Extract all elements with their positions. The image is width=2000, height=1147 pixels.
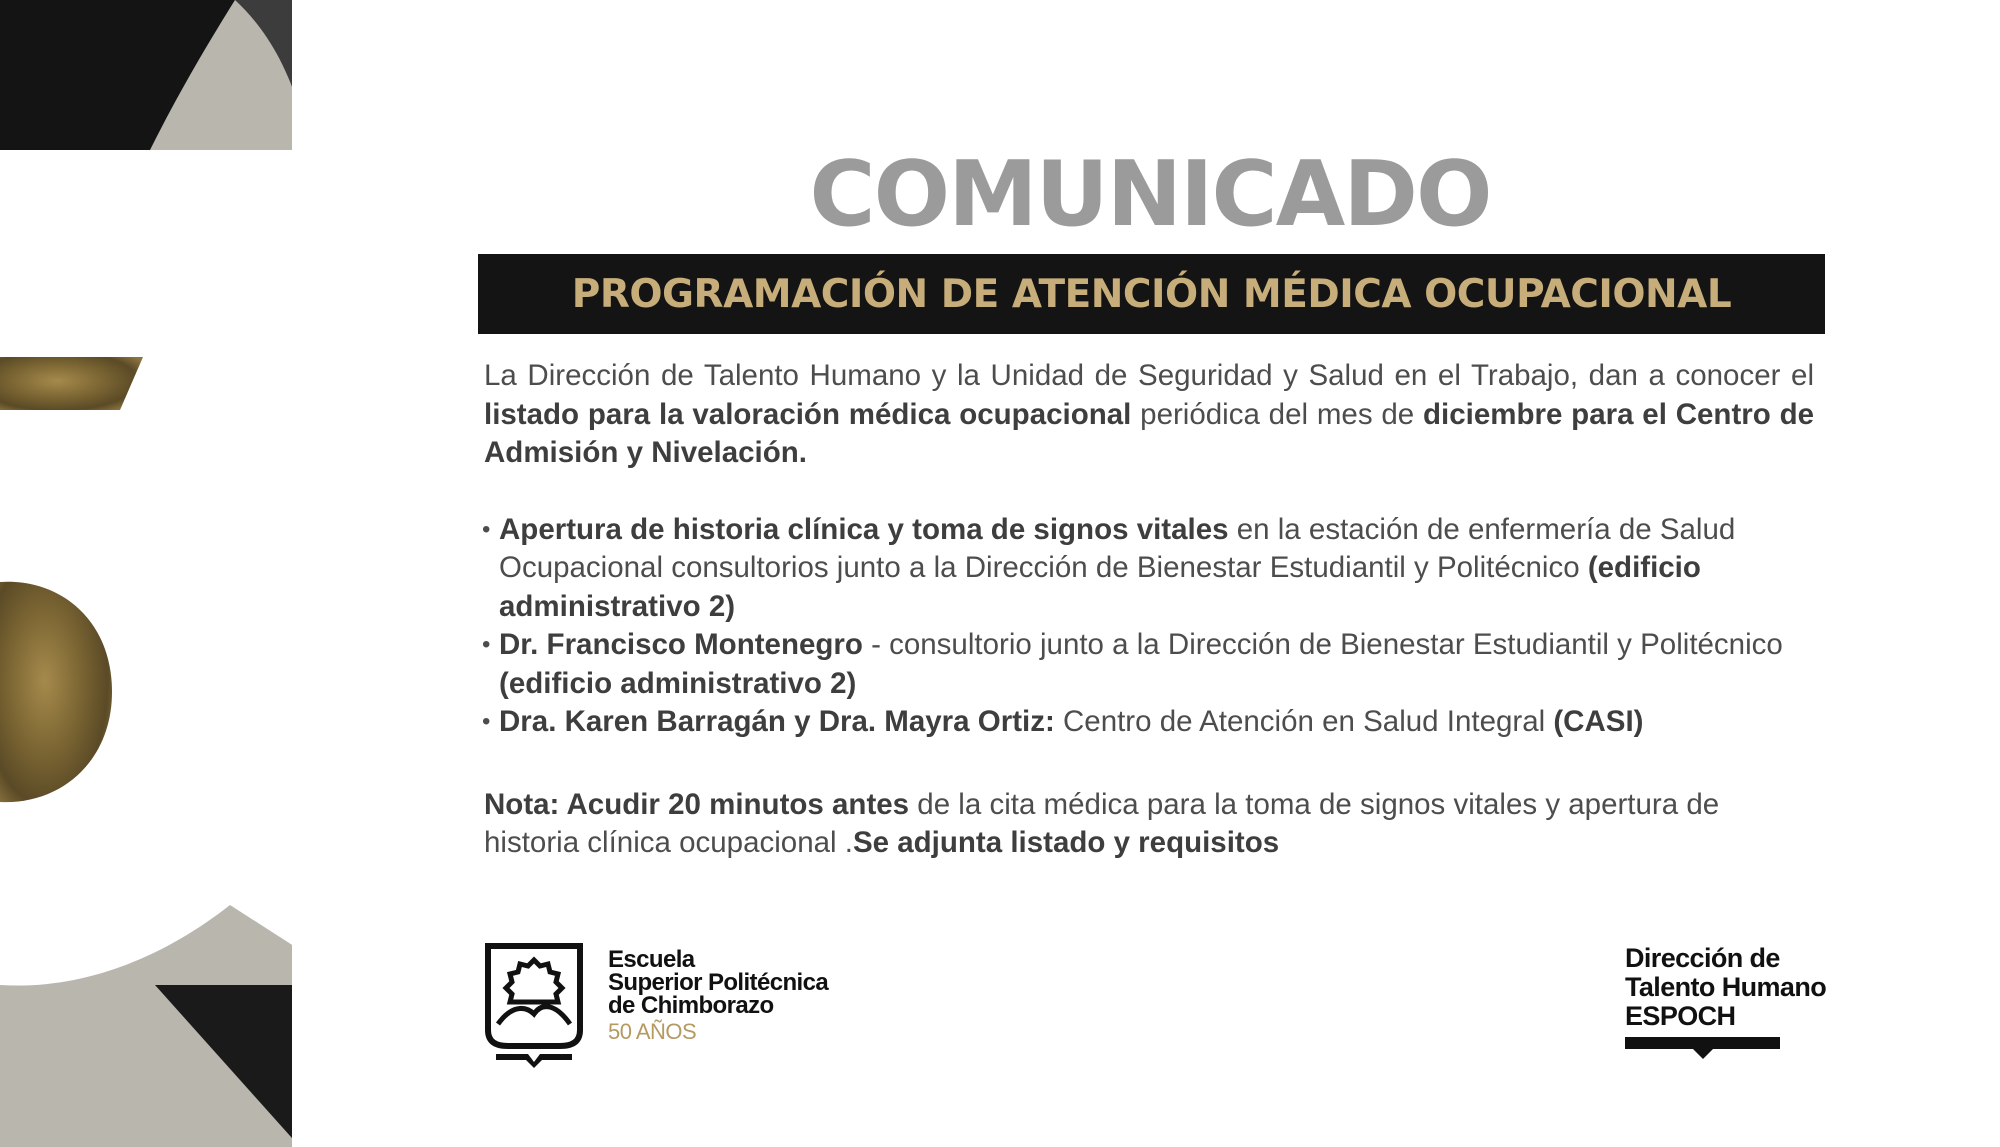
- item-location: (CASI): [1553, 705, 1644, 738]
- subtitle-banner: [478, 254, 1825, 334]
- decorative-50-graphic: [0, 0, 300, 1147]
- intro-paragraph: [484, 357, 1814, 473]
- item-location: (edificio administrativo 2): [499, 666, 857, 700]
- announcement-body: [484, 357, 1814, 863]
- intro-text-2: periódica del mes de: [1131, 397, 1424, 431]
- item-bold: Dra. Karen Barragán y Dra. Mayra Ortiz:: [499, 705, 1055, 738]
- note-text: de la cita médica para la toma de signos vitales y apertura de historia clínica ocupacional .: [484, 787, 1720, 859]
- item-location: (edificio administrativo 2): [499, 551, 1701, 623]
- institution-line-3: de Chimborazo: [608, 992, 774, 1019]
- item-text: en la estación de enfermería de Salud Ocupacional consultorios junto a la Dirección de Bienestar Estudiantil y Politécnico: [499, 512, 1736, 584]
- shield-seal-icon: [484, 942, 584, 1070]
- item-text: - consultorio junto a la Dirección de Bienestar Estudiantil y Politécnico: [862, 628, 1783, 661]
- list-item: [484, 626, 1814, 703]
- note-attachment: Se adjunta listado y requisitos: [852, 826, 1280, 859]
- list-item: [484, 703, 1814, 742]
- intro-bold-1: listado para la valoración médica ocupacional: [484, 397, 1132, 431]
- item-bold: Apertura de historia clínica y toma de signos vitales: [499, 512, 1229, 546]
- item-bold: Dr. Francisco Montenegro: [499, 628, 863, 661]
- talento-humano-logo: [1625, 944, 1826, 1059]
- department-line-3: ESPOCH: [1625, 1001, 1736, 1031]
- intro-text-1: La Dirección de Talento Humano y la Unidad de Seguridad y Salud en el Trabajo, dan a conocer el: [484, 359, 1814, 392]
- institution-name: [608, 948, 828, 1043]
- espoch-logo: [484, 942, 828, 1070]
- department-line-2: Talento Humano: [1625, 972, 1827, 1002]
- institution-line-2: Superior Politécnica: [608, 969, 829, 996]
- item-text: Centro de Atención en Salud Integral: [1054, 705, 1554, 738]
- banner-text: PROGRAMACIÓN DE ATENCIÓN MÉDICA OCUPACIONAL: [571, 271, 1732, 317]
- department-line-1: Dirección de: [1625, 943, 1780, 973]
- schedule-list: [484, 511, 1814, 742]
- anniversary-label: 50 AÑOS: [608, 1019, 697, 1044]
- book-underline-icon: [1625, 1035, 1780, 1059]
- institution-line-1: Escuela: [608, 946, 695, 973]
- intro-bold-2: diciembre para el Centro de Admisión y Nivelación.: [484, 397, 1814, 469]
- note-bold: Nota: Acudir 20 minutos antes: [484, 787, 910, 821]
- note-paragraph: [484, 786, 1814, 863]
- list-item: [484, 511, 1814, 627]
- page-title: COMUNICADO: [809, 142, 1491, 247]
